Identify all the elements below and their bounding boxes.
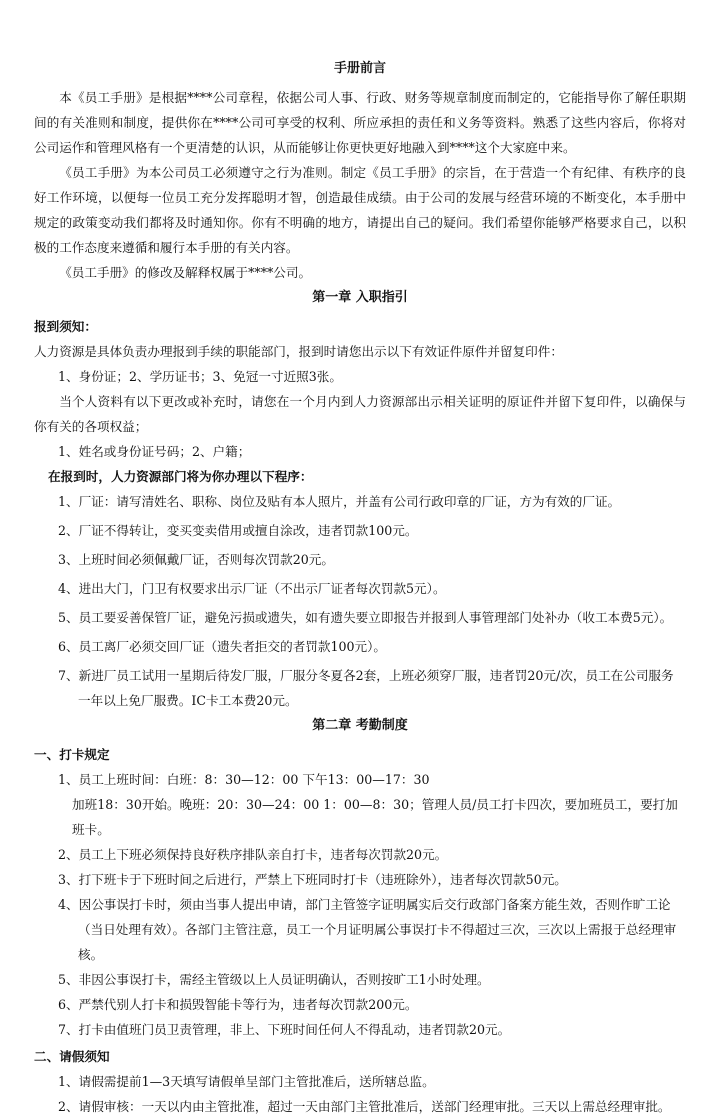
preface-paragraph-1: 本《员工手册》是根据****公司章程，依据公司人事、行政、财务等规章制度而制定的，它能指导你了解任职期间的有关准则和制度，提供你在****公司可享受的权利、所应承担的责任和义务等资料。熟悉了这些内容后，你将对公司运作和管理风格有一个更清楚的认识，从而能够让你更快更好地融入到****这个大家庭中来。 bbox=[34, 90, 686, 155]
list-item: 6、员工离厂必须交回厂证（遗失者拒交的者罚款100元）。 bbox=[58, 639, 387, 654]
leave-rule-1: 1、请假需提前1—3天填写请假单呈部门主管批准后，送所辖总监。 bbox=[58, 1074, 435, 1089]
list-item: 3、上班时间必须佩戴厂证，否则每次罚款20元。 bbox=[58, 552, 334, 567]
leave-rule-2: 2、请假审核：一天以内由主管批准，超过一天由部门主管批准后，送部门经理审批。三天以上需总经理审批。 bbox=[58, 1099, 671, 1114]
procedure-7-line-2: 一年以上免厂服费。IC卡工本费20元。 bbox=[78, 693, 298, 708]
chapter1-heading: 报到须知： bbox=[34, 319, 97, 334]
clock-rule-6: 6、严禁代别人打卡和损毁智能卡等行为，违者每次罚款200元。 bbox=[58, 997, 418, 1012]
clock-rule-4-line-2: （当日处理有效）。各部门主管注意，员工一个月证明属公事误打卡不得超过三次，三次以上需报于总经理审核。 bbox=[78, 922, 677, 962]
clock-rule-7: 7、打卡由值班门员卫责管理，非上、下班时间任何人不得乱动，违者罚款20元。 bbox=[58, 1022, 511, 1037]
chapter1-change-note: 当个人资料有以下更改或补充时，请您在一个月内到人力资源部出示相关证明的原证件并留下复印件，以确保与你有关的各项权益； bbox=[34, 394, 686, 434]
clock-rule-1-line-2: 加班18：30开始。晚班：20：30—24：00 1：00—8：30；管理人员/员工打卡四次，要加班员工，要打加班卡。 bbox=[72, 797, 678, 837]
chapter2-title: 第二章 考勤制度 bbox=[312, 718, 408, 733]
procedure-7-line-1: 7、新进厂员工试用一星期后待发厂服，厂服分冬夏各2套，上班必须穿厂服，违者罚20元/次，员工在公司服务 bbox=[58, 668, 674, 683]
clock-rule-1-line-1: 1、员工上班时间：白班：8：30—12：00 下午13：00—17：30 bbox=[58, 772, 430, 787]
chapter1-docs: 1、身份证；2、学历证书；3、免冠一寸近照3张。 bbox=[58, 369, 342, 384]
preface-paragraph-3: 《员工手册》的修改及解释权属于****公司。 bbox=[59, 265, 312, 280]
chapter1-procedure-heading: 在报到时，人力资源部门将为你办理以下程序： bbox=[48, 469, 313, 484]
list-item: 4、进出大门，门卫有权要求出示厂证（不出示厂证者每次罚款5元）。 bbox=[58, 581, 446, 596]
clock-rule-2: 2、员工上下班必须保持良好秩序排队亲自打卡，违者每次罚款20元。 bbox=[58, 847, 448, 862]
clock-rule-4-line-1: 4、因公事误打卡时，须由当事人提出申请，部门主管签字证明属实后交行政部门备案方能生效，否则作旷工论 bbox=[58, 897, 671, 912]
section-leave-rules: 二、请假须知 bbox=[34, 1049, 110, 1064]
preface-paragraph-2: 《员工手册》为本公司员工必须遵守之行为准则。制定《员工手册》的宗旨，在于营造一个有纪律、有秩序的良好工作环境，以便每一位员工充分发挥聪明才智，创造最佳成绩。由于公司的发展与经营环境的不断变化，本手册中规定的政策变动我们都将及时通知你。你有不明确的地方，请提出自己的疑问。我们希望你能够严格要求自己，以积极的工作态度来遵循和履行本手册的有关内容。 bbox=[34, 165, 686, 255]
chapter1-change-items: 1、姓名或身份证号码；2、户籍； bbox=[58, 444, 251, 459]
list-item: 2、厂证不得转让，变买变卖借用或擅自涂改，违者罚款100元。 bbox=[58, 523, 418, 538]
section-clock-in-rules: 一、打卡规定 bbox=[34, 747, 110, 762]
preface-title: 手册前言 bbox=[333, 61, 386, 76]
chapter1-title: 第一章 入职指引 bbox=[312, 290, 408, 305]
chapter1-intro: 人力资源是具体负责办理报到手续的职能部门，报到时请您出示以下有效证件原件并留复印件： bbox=[34, 344, 563, 359]
procedure-list bbox=[34, 489, 686, 659]
clock-rule-5: 5、非因公事误打卡，需经主管级以上人员证明确认，否则按旷工1小时处理。 bbox=[58, 972, 490, 987]
list-item: 1、厂证：请写清姓名、职称、岗位及贴有本人照片，并盖有公司行政印章的厂证，方为有效的厂证。 bbox=[58, 494, 621, 509]
clock-rule-3: 3、打下班卡于下班时间之后进行，严禁上下班同时打卡（违班除外），违者每次罚款50元。 bbox=[58, 872, 567, 887]
list-item: 5、员工要妥善保管厂证，避免污损或遗失，如有遗失要立即报告并报到人事管理部门处补办（收工本费5元）。 bbox=[58, 610, 673, 625]
